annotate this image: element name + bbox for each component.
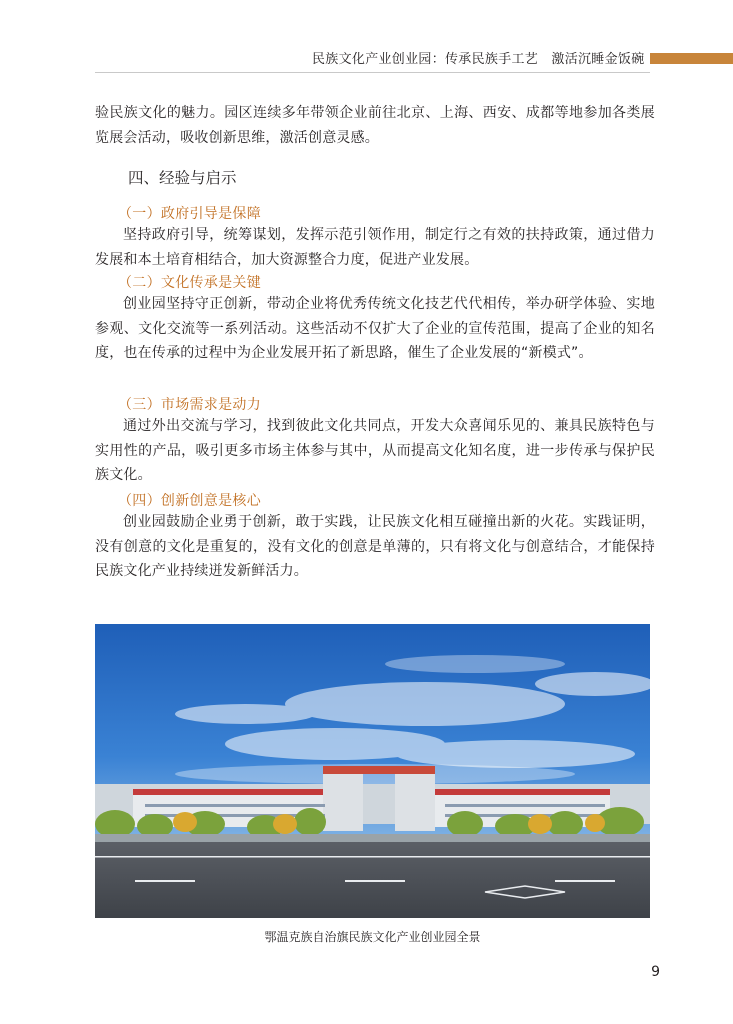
subsection-heading-4: （四）创新创意是核心 [118,493,261,509]
figure-caption: 鄂温克族自治旗民族文化产业创业园全景 [264,930,481,944]
header-accent-bar [650,53,733,64]
subsection-heading-3: （三）市场需求是动力 [118,397,261,413]
page-number: 9 [651,964,660,980]
running-header-title: 民族文化产业创业园：传承民族手工艺 激活沉睡金饭碗 [312,52,645,67]
section-heading: 四、经验与启示 [128,169,237,187]
header-divider [95,72,650,73]
subsection-text-3: 通过外出交流与学习，找到彼此文化共同点，开发大众喜闻乐见的、兼具民族特色与实用性的产品，吸引更多市场主体参与其中，从而提高文化知名度，进一步传承与保护民族文化。 [95,418,655,483]
subsection-text-1: 坚持政府引导，统筹谋划，发挥示范引领作用，制定行之有效的扶持政策，通过借力发展和本土培育相结合，加大资源整合力度，促进产业发展。 [95,227,655,268]
industrial-park-photo [95,624,650,918]
intro-paragraph: 验民族文化的魅力。园区连续多年带领企业前往北京、上海、西安、成都等地参加各类展览展会活动，吸收创新思维，激活创意灵感。 [95,105,655,146]
subsection-heading-1: （一）政府引导是保障 [118,206,261,222]
subsection-heading-2: （二）文化传承是关键 [118,275,261,291]
subsection-text-4: 创业园鼓励企业勇于创新，敢于实践，让民族文化相互碰撞出新的火花。实践证明，没有创意的文化是重复的，没有文化的创意是单薄的，只有将文化与创意结合，才能保持民族文化产业持续迸发新鲜活力。 [95,514,655,579]
subsection-text-2: 创业园坚持守正创新，带动企业将优秀传统文化技艺代代相传，举办研学体验、实地参观、文化交流等一系列活动。这些活动不仅扩大了企业的宣传范围，提高了企业的知名度，也在传承的过程中为企业发展开拓了新思路，催生了企业发展的“新模式”。 [95,296,655,361]
